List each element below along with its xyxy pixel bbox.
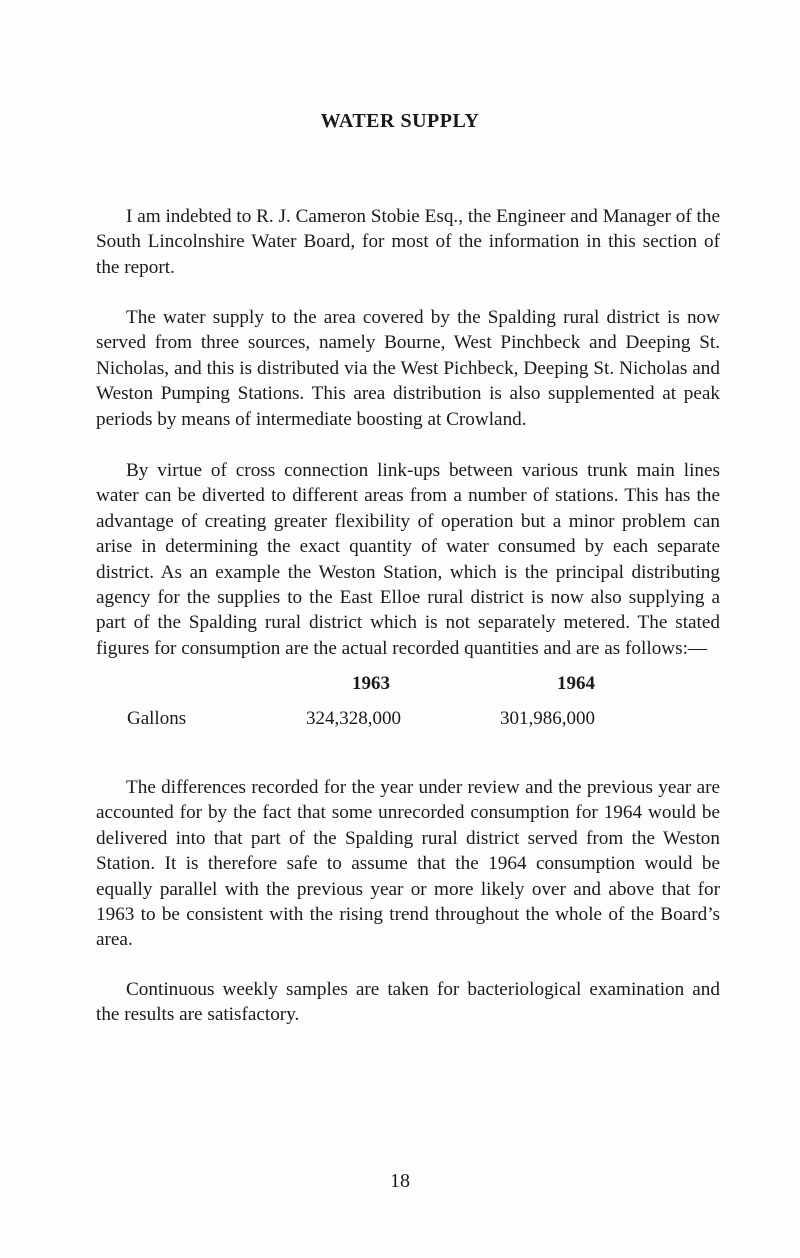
paragraph-samples: Continuous weekly samples are taken for bacteriological examination and the results are satisfactory.: [96, 979, 720, 1026]
paragraph-acknowledgement: I am indebted to R. J. Cameron Stobie Esq., the Engineer and Manager of the South Lincolnshire Water Board, for most of the information in this section of the report.: [96, 206, 720, 278]
paragraph-supply-sources: The water supply to the area covered by the Spalding rural district is now served from three sources, namely Bourne, West Pinchbeck and Deeping St. Nicholas, and this is distributed via the West Pichbeck, Deeping St. Nicholas and Weston Pumping Stations. This area distribution is also supplemented at peak periods by means of intermediate boosting at Crowland.: [96, 307, 720, 430]
column-header-1964: 1964: [557, 673, 595, 694]
value-1964: 301,986,000: [500, 708, 595, 729]
paragraph-cross-connection: By virtue of cross connection link-ups between various trunk main lines water can be diverted to different areas from a number of stations. This has the advantage of creating greater flexibility of operation but a minor problem can arise in determining the exact quantity of water consumed by each separate district. As an example the Weston Station, which is the principal distributing agency for the supplies to the East Elloe rural district is now also supplying a part of the Spalding rural district which is not separately metered. The stated figures for consumption are the actual recorded quantities and are as follows:—: [96, 460, 720, 659]
paragraph-differences: The differences recorded for the year under review and the previous year are accounted for by the fact that some unrecorded consumption for 1964 would be delivered into that part of the Spalding rural district served from the Weston Station. It is therefore safe to assume that the 1964 consumption would be equally parallel with the previous year or more likely over and above that for 1963 to be consistent with the rising trend throughout the whole of the Board’s area.: [96, 777, 720, 951]
value-1963: 324,328,000: [306, 708, 401, 729]
row-label-gallons: Gallons: [127, 708, 187, 729]
page-title: WATER SUPPLY: [320, 110, 480, 132]
page-number: 18: [390, 1170, 410, 1192]
column-header-1963: 1963: [352, 673, 390, 694]
